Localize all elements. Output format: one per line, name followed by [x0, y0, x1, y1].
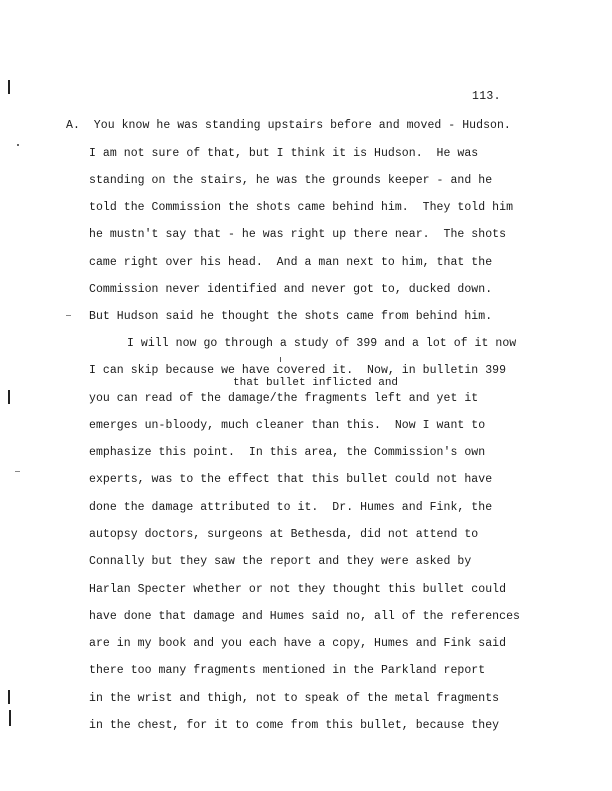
text-line: I can skip because we have covered it. Now, in bulletin 399 — [89, 364, 507, 377]
margin-mark — [66, 315, 71, 316]
text-line: emphasize this point. In this area, the Commission's own — [89, 446, 486, 459]
text-line: came right over his head. And a man next to him, that the — [89, 256, 493, 269]
margin-mark — [9, 710, 11, 726]
text-line: in the wrist and thigh, not to speak of the metal fragments — [89, 692, 500, 705]
text-line: there too many fragments mentioned in the Parkland report — [89, 664, 486, 677]
text-line: done the damage attributed to it. Dr. Humes and Fink, the — [89, 501, 493, 514]
text-line: Connally but they saw the report and they were asked by — [89, 555, 472, 568]
text-line: standing on the stairs, he was the grounds keeper - and he — [89, 174, 493, 187]
text-line: emerges un-bloody, much cleaner than this. Now I want to — [89, 419, 486, 432]
text-line: in the chest, for it to come from this bullet, because they — [89, 719, 500, 732]
text-line: told the Commission the shots came behind him. They told him — [89, 201, 514, 214]
margin-mark — [8, 390, 10, 404]
text-line: experts, was to the effect that this bullet could not have — [89, 473, 493, 486]
caret-mark — [280, 357, 281, 362]
text-line: you can read of the damage/the fragments left and yet it — [89, 392, 479, 405]
text-line: A. You know he was standing upstairs before and moved - Hudson. — [66, 119, 511, 132]
text-line: he mustn't say that - he was right up there near. The shots — [89, 228, 507, 241]
text-line: are in my book and you each have a copy, Humes and Fink said — [89, 637, 507, 650]
page-number: 113. — [472, 90, 501, 103]
margin-mark — [17, 144, 19, 146]
margin-mark — [15, 471, 20, 472]
text-line: I am not sure of that, but I think it is Hudson. He was — [89, 147, 479, 160]
margin-mark — [8, 80, 10, 94]
text-line: autopsy doctors, surgeons at Bethesda, did not attend to — [89, 528, 479, 541]
text-line: I will now go through a study of 399 and a lot of it now — [127, 337, 517, 350]
text-line: Commission never identified and never got to, ducked down. — [89, 283, 493, 296]
margin-mark — [8, 690, 10, 704]
text-line: But Hudson said he thought the shots came from behind him. — [89, 310, 493, 323]
text-line: Harlan Specter whether or not they thought this bullet could — [89, 583, 507, 596]
handwritten-insertion: that bullet inflicted and — [233, 377, 399, 389]
text-line: have done that damage and Humes said no, all of the references — [89, 610, 520, 623]
